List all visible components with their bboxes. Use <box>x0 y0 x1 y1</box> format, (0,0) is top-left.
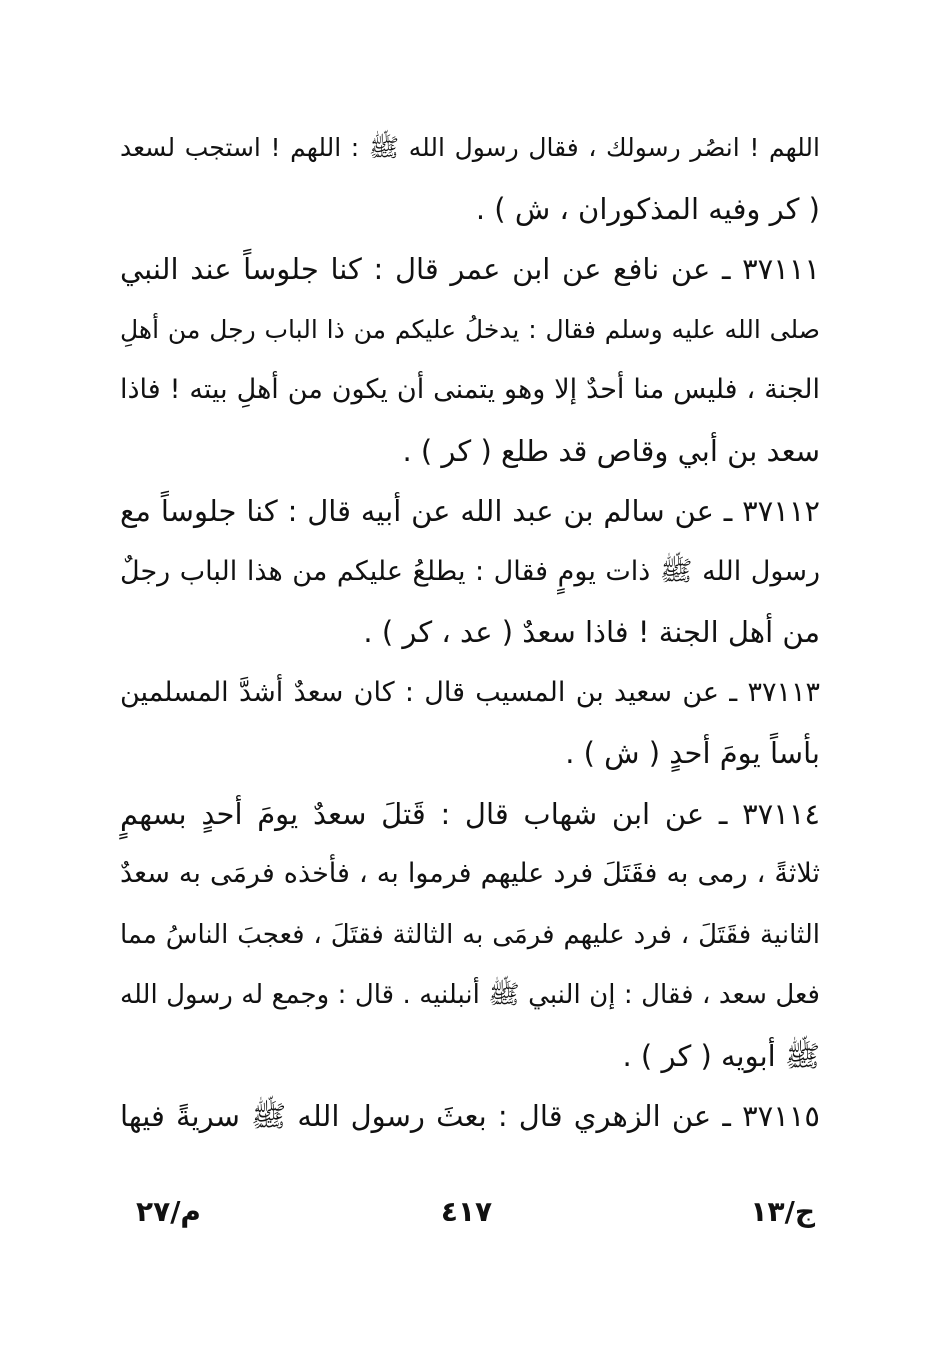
text-line: الجنة ، فليس منا أحدٌ إلا وهو يتمنى أن يكون من أهلِ بيته ! فاذا <box>120 374 820 405</box>
text-line: ٣٧١١٢ ـ عن سالم بن عبد الله عن أبيه قال : كنا جلوساً مع <box>120 494 820 528</box>
text-line: ٣٧١١٥ ـ عن الزهري قال : بعثَ رسول الله ﷺ سريةً فيها <box>120 1099 820 1133</box>
text-line: اللهم ! انصُر رسولك ، فقال رسول الله ﷺ : اللهم ! استجب لسعد <box>120 133 820 162</box>
text-body <box>120 118 820 1147</box>
text-line: الثانية فقَتَلَ ، فرد عليهم فرمَى به الثالثة فقتَلَ ، فعجبَ الناسُ مما <box>120 919 820 950</box>
text-line: ثلاثةً ، رمى به فقَتَلَ فرد عليهم فرموا به ، فأخذه فرمَى به سعدٌ <box>120 858 820 889</box>
text-line: بأساً يومَ أحدٍ ( ش ) . <box>565 736 820 770</box>
page-number: ٤١٧ <box>440 1195 493 1228</box>
text-line: سعد بن أبي وقاص قد طلع ( كر ) . <box>402 433 820 468</box>
volume-number: ج/١٣ <box>750 1195 815 1228</box>
text-line: صلى الله عليه وسلم فقال : يدخلُ عليكم من ذا الباب رجل من أهلِ <box>120 314 820 344</box>
text-line: ٣٧١١١ ـ عن نافع عن ابن عمر قال : كنا جلوساً عند النبي <box>120 252 820 286</box>
text-line: ٣٧١١٤ ـ عن ابن شهاب قال : قَتلَ سعدٌ يومَ أحدٍ بسهمٍ <box>120 796 820 831</box>
text-line: من أهل الجنة ! فاذا سعدٌ ( عد ، كر ) . <box>363 615 820 649</box>
text-line: ﷺ أبويه ( كر ) . <box>622 1038 820 1073</box>
text-line: ( كر وفيه المذكوران ، ش ) . <box>475 191 820 226</box>
text-line: رسول الله ﷺ ذات يومٍ فقال : يطلعُ عليكم من هذا الباب رجلٌ <box>120 555 820 587</box>
text-line: ٣٧١١٣ ـ عن سعيد بن المسيب قال : كان سعدٌ أشدَّ المسلمين <box>120 676 820 708</box>
signature-mark: م/٢٧ <box>136 1195 201 1228</box>
text-line: فعل سعد ، فقال : إن النبي ﷺ أنبلنيه . قال : وجمع له رسول الله <box>120 980 820 1010</box>
